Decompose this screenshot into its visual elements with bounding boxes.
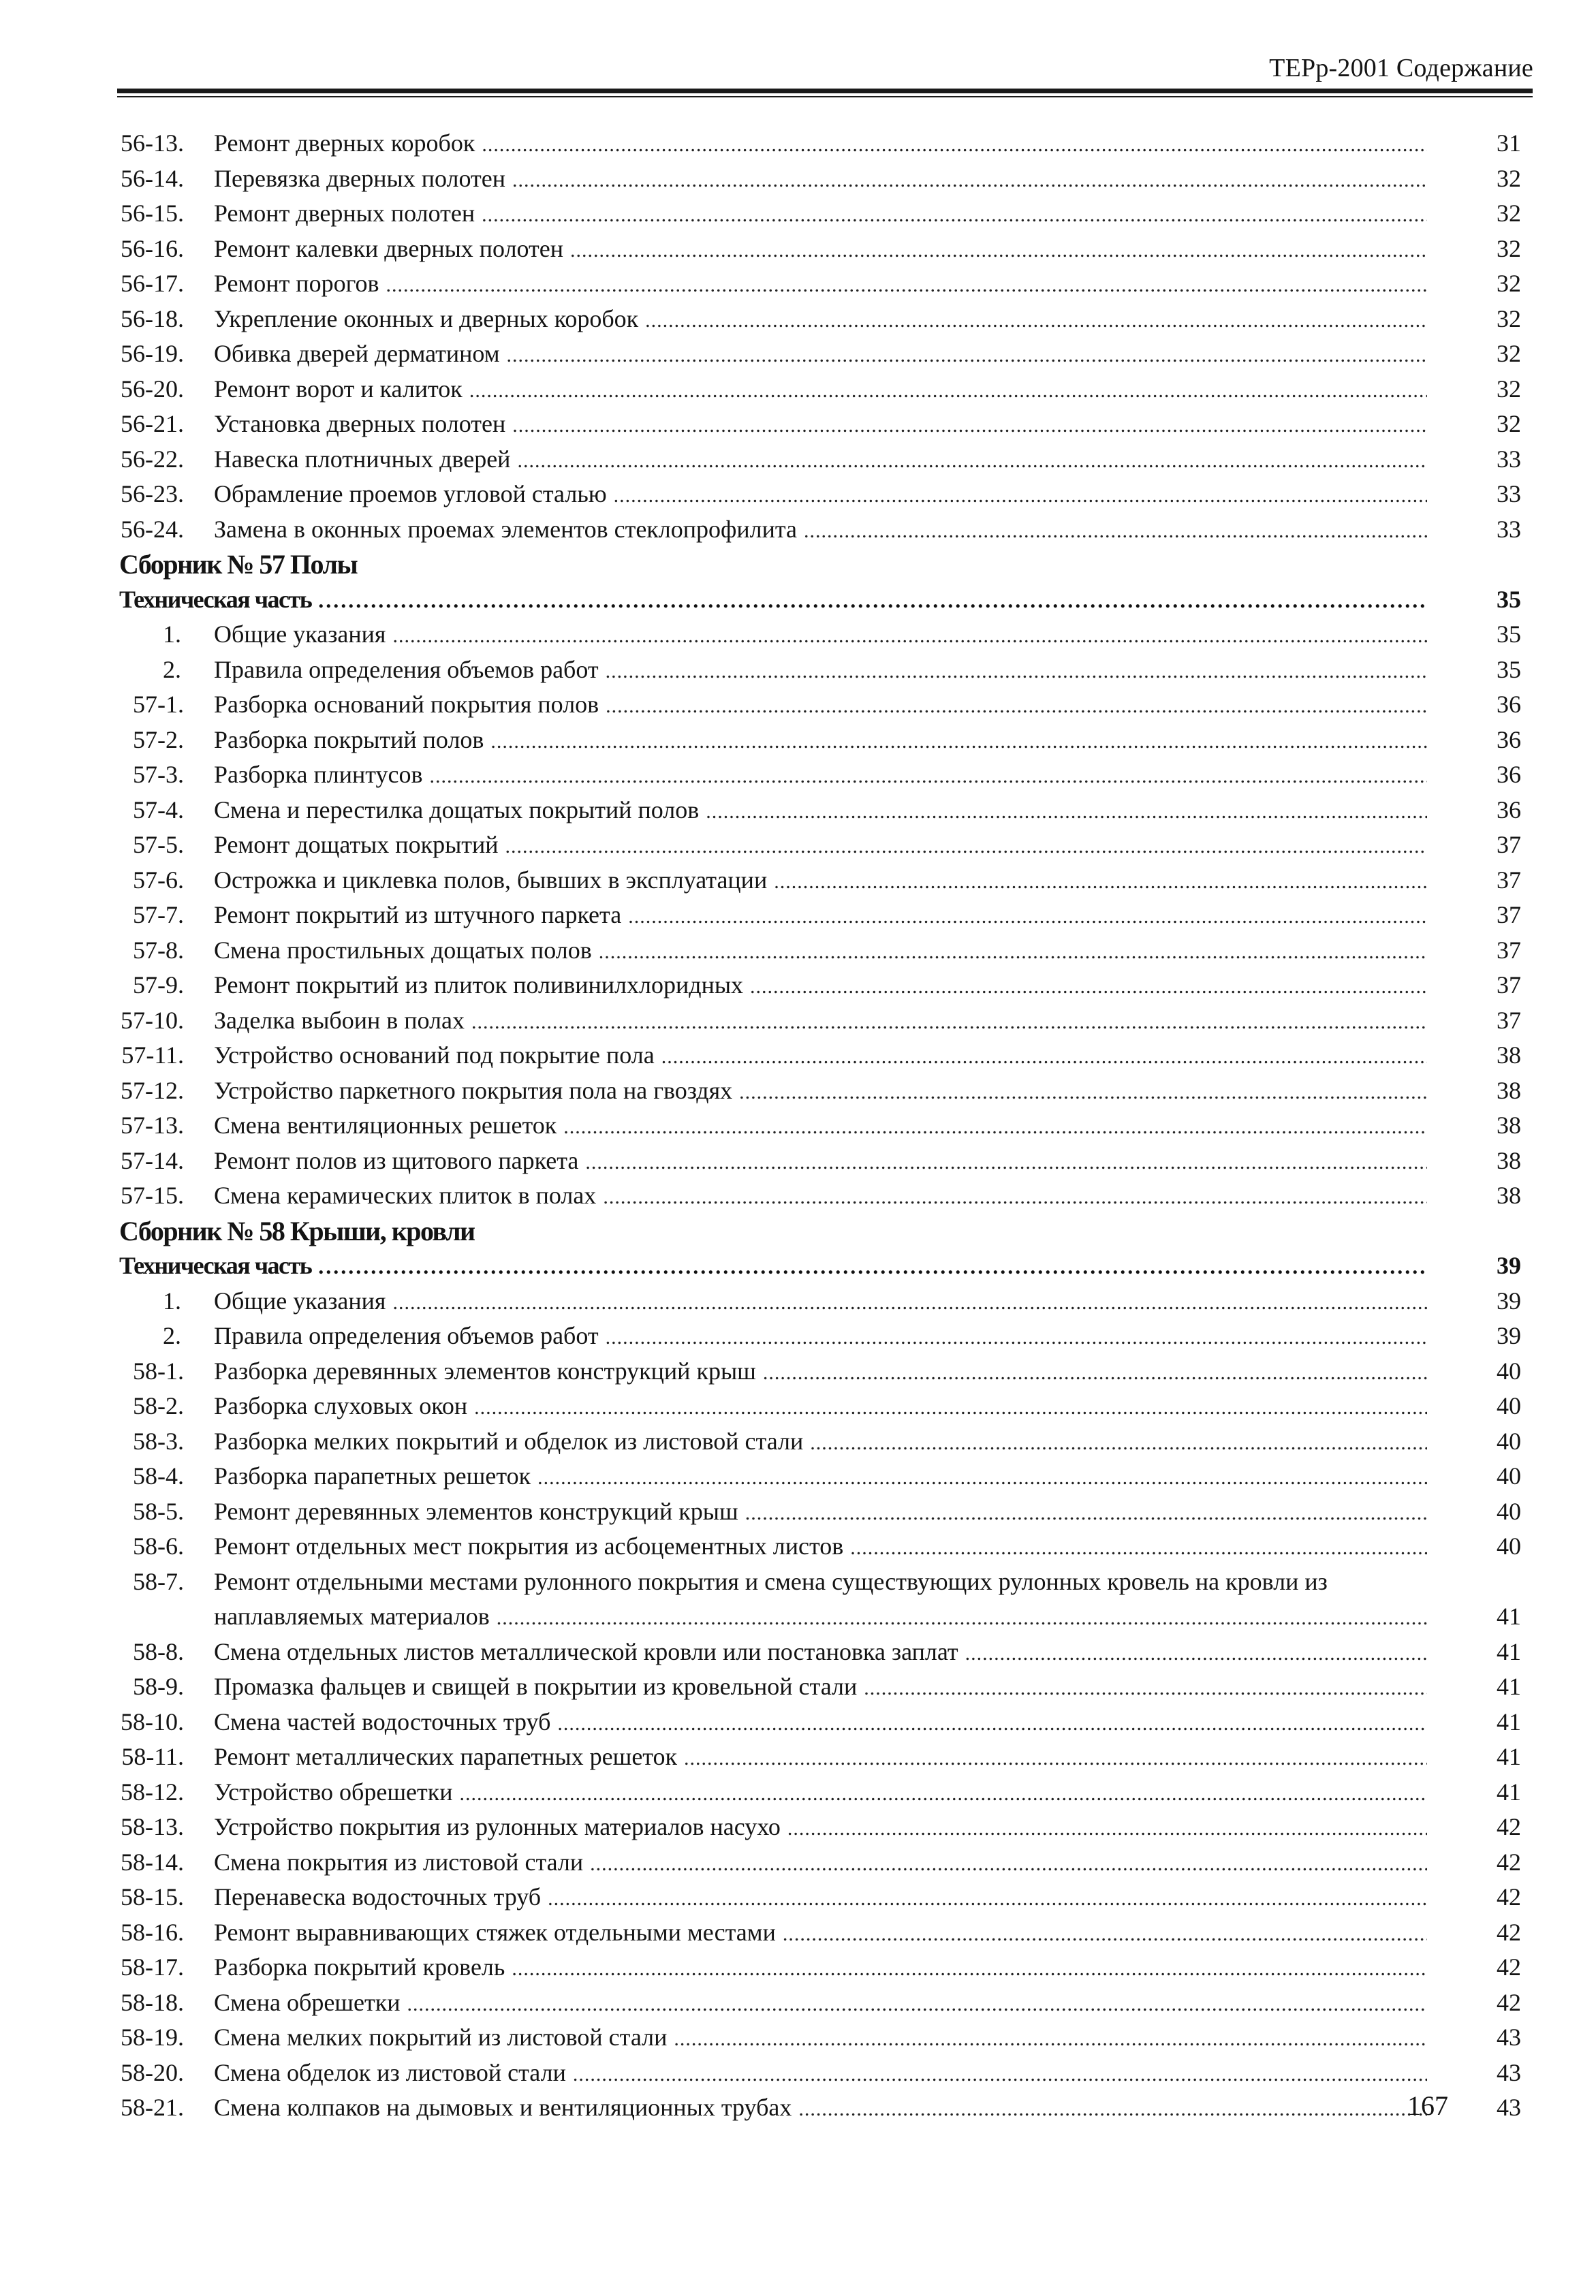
toc-entry-title: Промазка фальцев и свищей в покрытии из кровельной стали [214,1669,864,1705]
toc-entry [0,687,1596,723]
toc-entry-title: Смена обрешетки [214,1985,407,2021]
toc-entry-title: Смена отдельных листов металлической кровли или постановка заплат [214,1635,965,1670]
toc-entry-page: 40 [1497,1497,1521,1525]
toc-entry-number: 58-11. [121,1743,184,1770]
toc-entry-number: 57-14. [121,1146,184,1174]
toc-entry-number: 57-2. [133,725,184,753]
dot-leader [804,514,1427,549]
toc-entry-title: Ремонт покрытий из плиток поливинилхлоридных [214,968,750,1003]
dot-leader [774,864,1427,900]
toc-entry [0,372,1596,407]
toc-entry-page: 39 [1497,1287,1521,1315]
toc-entry-page: 32 [1497,164,1521,192]
dot-leader [798,2092,1427,2127]
dot-leader [407,1987,1428,2022]
toc-entry-title: Смена обделок из листовой стали [214,2056,573,2091]
toc-entry-title: Смена мелких покрытий из листовой стали [214,2020,674,2056]
toc-entry-title: Разборка плинтусов [214,757,429,793]
toc-entry-title: Правила определения объемов работ [214,652,606,688]
toc-entry-title-line2: наплавляемых материалов [214,1599,497,1635]
toc-entry-number: 57-10. [121,1006,184,1034]
toc-entry-title: Разборка мелких покрытий и обделок из листовой стали [214,1424,810,1460]
toc-entry [0,1284,1596,1319]
toc-entry-page: 40 [1497,1462,1521,1490]
toc-entry [0,126,1596,161]
dot-leader [590,1846,1427,1882]
toc-entry-number: 56-21. [121,410,184,437]
toc-entry-page: 41 [1497,1708,1521,1735]
toc-entry [0,898,1596,933]
toc-entry-page: 41 [1497,1637,1521,1665]
toc-entry-number: 58-18. [121,1988,184,2016]
toc-entry-page: 40 [1497,1392,1521,1419]
dot-leader [482,127,1427,163]
toc-entry-title: Смена простильных дощатых полов [214,933,599,969]
dot-leader [570,233,1427,268]
dot-leader [763,1355,1427,1391]
toc-entry [0,1144,1596,1179]
toc-entry-number: 58-16. [121,1918,184,1946]
toc-entry-page: 33 [1497,445,1521,473]
toc-entry-number: 58-9. [133,1673,184,1700]
toc-entry [0,1705,1596,1740]
toc-entry-number: 58-13. [121,1813,184,1840]
toc-entry-title: Ремонт металлических парапетных решеток [214,1740,684,1775]
dot-leader [739,1075,1427,1110]
toc-entry [0,793,1596,828]
toc-entry [0,477,1596,512]
toc-entry-number: 56-19. [121,340,184,367]
toc-entry [0,1494,1596,1530]
toc-entry-title: Техническая часть [119,1248,318,1284]
toc-entry [0,2056,1596,2091]
toc-entry-title: Смена колпаков на дымовых и вентиляционных трубах [214,2090,798,2126]
dot-leader [507,338,1427,373]
toc-entry [0,1389,1596,1424]
dot-leader [684,1741,1427,1776]
toc-entry-page: 40 [1497,1357,1521,1385]
table-of-contents [0,126,1596,2126]
toc-entry [0,1108,1596,1144]
toc-entry-page: 32 [1497,375,1521,403]
toc-entry-number: 58-8. [133,1637,184,1665]
toc-entry-page: 32 [1497,340,1521,367]
toc-entry-title: Устройство покрытия из рулонных материалов насухо [214,1810,787,1845]
dot-leader [471,1005,1427,1040]
dot-leader [517,443,1427,479]
toc-entry-page: 43 [1497,2024,1521,2051]
toc-entry-title: Смена частей водосточных труб [214,1705,557,1740]
dot-leader [783,1917,1427,1952]
toc-entry [0,161,1596,197]
toc-entry [0,1740,1596,1775]
toc-entry [0,1424,1596,1460]
toc-entry-number: 58-20. [121,2058,184,2086]
dot-leader [606,1320,1427,1355]
toc-entry-page: 42 [1497,1988,1521,2016]
toc-entry-title: Ремонт дверных полотен [214,196,482,232]
dot-leader [557,1706,1427,1742]
toc-entry-page: 38 [1497,1146,1521,1174]
toc-entry-number: 57-13. [121,1112,184,1139]
toc-entry-page: 35 [1497,585,1521,613]
toc-entry-page: 35 [1497,655,1521,683]
toc-entry-page: 33 [1497,515,1521,543]
toc-entry-number: 56-16. [121,234,184,262]
toc-entry [0,1775,1596,1810]
dot-leader [599,934,1427,970]
toc-entry [0,1459,1596,1494]
toc-entry-title: Разборка парапетных решеток [214,1459,537,1494]
toc-entry [0,757,1596,793]
dot-leader [429,759,1427,794]
toc-entry-title: Ремонт порогов [214,266,386,302]
toc-entry-number: 57-5. [133,831,184,858]
toc-entry-title: Ремонт дощатых покрытий [214,828,505,863]
toc-entry-page: 36 [1497,796,1521,823]
toc-entry-title: Разборка деревянных элементов конструкций крыш [214,1354,763,1389]
section-heading-text: Сборник № 57 Полы [119,549,358,580]
toc-entry-number: 58-6. [133,1532,184,1560]
toc-entry-page: 32 [1497,304,1521,332]
toc-entry-number: 57-8. [133,936,184,964]
dot-leader [537,1460,1427,1496]
toc-entry [0,1319,1596,1354]
toc-entry [0,1669,1596,1705]
toc-entry [0,1038,1596,1073]
toc-entry-number: 58-14. [121,1848,184,1876]
running-header: ТЕРр-2001 Содержание [1269,54,1533,82]
toc-entry-number: 58-21. [121,2094,184,2121]
dot-leader [573,2057,1427,2092]
toc-entry-number: 58-2. [133,1392,184,1419]
toc-entry-number: 57-4. [133,796,184,823]
toc-entry-title: Смена и перестилка дощатых покрытий полов [214,793,706,828]
toc-entry-number: 56-13. [121,129,184,157]
toc-entry [0,1073,1596,1109]
toc-entry-number: 56-17. [121,270,184,297]
toc-entry [0,1985,1596,2021]
dot-leader [674,2022,1427,2057]
toc-entry [0,968,1596,1003]
toc-entry-title: Обивка дверей дерматином [214,336,507,372]
dot-leader [850,1530,1427,1566]
toc-entry-title: Смена керамических плиток в полах [214,1178,603,1214]
toc-entry-title: Замена в оконных проемах элементов стеклопрофилита [214,512,804,548]
toc-entry-page: 42 [1497,1953,1521,1981]
toc-entry-page: 38 [1497,1076,1521,1104]
toc-entry-number: 2. [163,1322,181,1349]
toc-entry-technical-part [0,1248,1596,1284]
toc-entry-title: Разборка слуховых окон [214,1389,474,1424]
toc-entry-page: 37 [1497,901,1521,928]
page-number: 167 [1407,2090,1448,2121]
toc-entry-number: 57-3. [133,761,184,788]
toc-entry-page: 43 [1497,2094,1521,2121]
toc-entry [0,1915,1596,1951]
toc-entry [0,1529,1596,1564]
toc-entry-page: 39 [1497,1322,1521,1349]
toc-entry-page: 40 [1497,1532,1521,1560]
toc-entry [0,302,1596,337]
toc-entry [0,1178,1596,1214]
dot-leader [864,1671,1427,1706]
toc-entry-number: 58-19. [121,2024,184,2051]
toc-entry-title: Навеска плотничных дверей [214,442,517,477]
toc-entry-number: 56-20. [121,375,184,403]
dot-leader [318,1249,1427,1285]
toc-entry [0,336,1596,372]
toc-entry-page: 32 [1497,234,1521,262]
dot-leader [750,969,1427,1005]
toc-entry-title: Заделка выбоин в полах [214,1003,471,1039]
toc-entry-page: 36 [1497,725,1521,753]
toc-entry [0,2090,1596,2126]
toc-entry [0,1880,1596,1915]
dot-leader [745,1496,1427,1531]
toc-entry-page: 32 [1497,410,1521,437]
toc-entry-number: 57-11. [121,1041,184,1069]
toc-entry [0,2020,1596,2056]
dot-leader [318,583,1427,618]
toc-entry-number: 57-1. [133,691,184,718]
toc-entry-title: Устройство обрешетки [214,1775,460,1810]
toc-entry-number: 58-17. [121,1953,184,1981]
toc-entry-title: Обрамление проемов угловой сталью [214,477,614,512]
toc-entry-title: Ремонт покрытий из штучного паркета [214,898,628,933]
toc-entry-page: 38 [1497,1112,1521,1139]
toc-entry-title: Укрепление оконных и дверных коробок [214,302,645,337]
toc-entry [0,933,1596,969]
dot-leader [614,478,1427,514]
toc-entry-page: 40 [1497,1427,1521,1455]
toc-entry-title: Ремонт выравнивающих стяжек отдельными местами [214,1915,783,1951]
toc-entry [0,1635,1596,1670]
toc-entry [0,442,1596,477]
toc-entry-title: Перевязка дверных полотен [214,161,512,197]
toc-entry-page: 41 [1497,1743,1521,1770]
toc-entry [0,1354,1596,1389]
toc-entry-title: Острожка и циклевка полов, бывших в эксплуатации [214,863,774,898]
toc-entry-number: 56-18. [121,304,184,332]
toc-entry [0,863,1596,898]
dot-leader [512,1951,1427,1987]
toc-entry-page: 36 [1497,761,1521,788]
toc-entry-number: 1. [163,1287,181,1315]
dot-leader [393,618,1428,654]
toc-entry-number: 56-14. [121,164,184,192]
toc-entry-title: Установка дверных полотен [214,407,512,442]
toc-entry-technical-part [0,582,1596,618]
dot-leader [645,303,1427,339]
toc-entry-number: 56-15. [121,200,184,227]
toc-entry [0,828,1596,863]
toc-entry-page: 37 [1497,971,1521,998]
toc-entry-number: 56-23. [121,480,184,507]
dot-leader [606,689,1427,724]
toc-entry-title: Перенавеска водосточных труб [214,1880,548,1915]
toc-entry-title: Смена вентиляционных решеток [214,1108,563,1144]
toc-entry-page: 33 [1497,480,1521,507]
section-heading-text: Сборник № 58 Крыши, кровли [119,1215,475,1246]
dot-leader [512,163,1427,198]
toc-entry-title: Ремонт ворот и калиток [214,372,469,407]
toc-entry-title: Ремонт калевки дверных полотен [214,232,570,267]
toc-entry-number: 58-3. [133,1427,184,1455]
toc-entry-page: 36 [1497,691,1521,718]
toc-entry [0,617,1596,652]
toc-entry [0,1845,1596,1881]
toc-entry-number: 58-5. [133,1497,184,1525]
dot-leader [603,1180,1427,1215]
toc-entry-title: Ремонт деревянных элементов конструкций крыш [214,1494,745,1530]
section-heading-58 [0,1214,1596,1249]
toc-entry-number: 58-10. [121,1708,184,1735]
dot-leader [787,1811,1427,1846]
toc-entry-title: Смена покрытия из листовой стали [214,1845,590,1881]
toc-entry-title: Устройство паркетного покрытия пола на гвоздях [214,1073,739,1109]
toc-entry-number: 57-12. [121,1076,184,1104]
toc-entry [0,232,1596,267]
header-rule-thin [117,96,1533,97]
toc-entry-page: 38 [1497,1182,1521,1209]
toc-entry-title: Ремонт дверных коробок [214,126,482,161]
dot-leader [505,829,1427,864]
dot-leader [482,198,1427,233]
toc-entry-number: 57-9. [133,971,184,998]
toc-entry-title: Разборка оснований покрытия полов [214,687,606,723]
toc-entry-title: Устройство оснований под покрытие пола [214,1038,661,1073]
dot-leader [490,724,1427,759]
toc-entry-number: 56-24. [121,515,184,543]
toc-entry-title: Правила определения объемов работ [214,1319,606,1354]
dot-leader [965,1636,1427,1671]
toc-entry [0,407,1596,442]
dot-leader [548,1881,1427,1917]
toc-entry-page: 43 [1497,2058,1521,2086]
dot-leader [497,1601,1427,1636]
toc-entry-page: 37 [1497,1006,1521,1034]
toc-entry-number: 57-7. [133,901,184,928]
toc-entry-number: 57-15. [121,1182,184,1209]
dot-leader [460,1776,1427,1812]
toc-entry-number: 58-12. [121,1778,184,1806]
section-heading-57 [0,547,1596,582]
toc-entry-number: 58-4. [133,1462,184,1490]
toc-entry [0,1810,1596,1845]
toc-entry [0,266,1596,302]
toc-entry-page: 41 [1497,1673,1521,1700]
dot-leader [628,899,1427,934]
toc-entry-page: 37 [1497,866,1521,894]
toc-entry-title: Общие указания [214,617,393,652]
toc-entry-number: 58-15. [121,1883,184,1910]
dot-leader [585,1145,1427,1180]
toc-entry-page: 42 [1497,1883,1521,1910]
toc-entry-number: 2. [163,655,181,683]
toc-entry-number: 58-7. [133,1567,184,1595]
dot-leader [512,408,1427,443]
toc-entry-title: Техническая часть [119,582,318,618]
toc-entry-title-line1: Ремонт отдельными местами рулонного покрытия и смена существующих рулонных кровель на кровли из [214,1567,1328,1595]
toc-entry-page: 39 [1497,1252,1521,1279]
toc-entry [0,512,1596,548]
dot-leader [386,268,1427,303]
dot-leader [563,1110,1427,1145]
toc-entry-page: 37 [1497,831,1521,858]
toc-entry-number: 57-6. [133,866,184,894]
header-rule-thick [117,89,1533,93]
dot-leader [706,794,1427,830]
toc-entry [0,196,1596,232]
toc-entry-page: 32 [1497,270,1521,297]
toc-entry-page: 31 [1497,129,1521,157]
toc-entry [0,723,1596,758]
dot-leader [393,1285,1428,1321]
dot-leader [606,654,1427,689]
toc-entry-title: Общие указания [214,1284,393,1319]
toc-entry-page: 42 [1497,1918,1521,1946]
toc-entry-page: 35 [1497,620,1521,648]
toc-entry-page: 41 [1497,1603,1521,1630]
toc-entry-page: 37 [1497,936,1521,964]
toc-entry-page: 38 [1497,1041,1521,1069]
toc-entry [0,1950,1596,1985]
toc-entry-title: Разборка покрытий полов [214,723,490,758]
toc-entry-multiline [0,1564,1596,1635]
dot-leader [474,1390,1427,1426]
dot-leader [469,373,1427,409]
toc-entry-title: Разборка покрытий кровель [214,1950,512,1985]
toc-entry [0,652,1596,688]
dot-leader [661,1039,1427,1075]
toc-entry [0,1003,1596,1039]
toc-entry-page: 32 [1497,200,1521,227]
toc-entry-page: 41 [1497,1778,1521,1806]
dot-leader [810,1426,1427,1461]
toc-entry-page: 42 [1497,1813,1521,1840]
toc-entry-title: Ремонт полов из щитового паркета [214,1144,585,1179]
toc-entry-number: 58-1. [133,1357,184,1385]
toc-entry-number: 56-22. [121,445,184,473]
toc-entry-title: Ремонт отдельных мест покрытия из асбоцементных листов [214,1529,850,1564]
toc-entry-page: 42 [1497,1848,1521,1876]
toc-entry-number: 1. [163,620,181,648]
